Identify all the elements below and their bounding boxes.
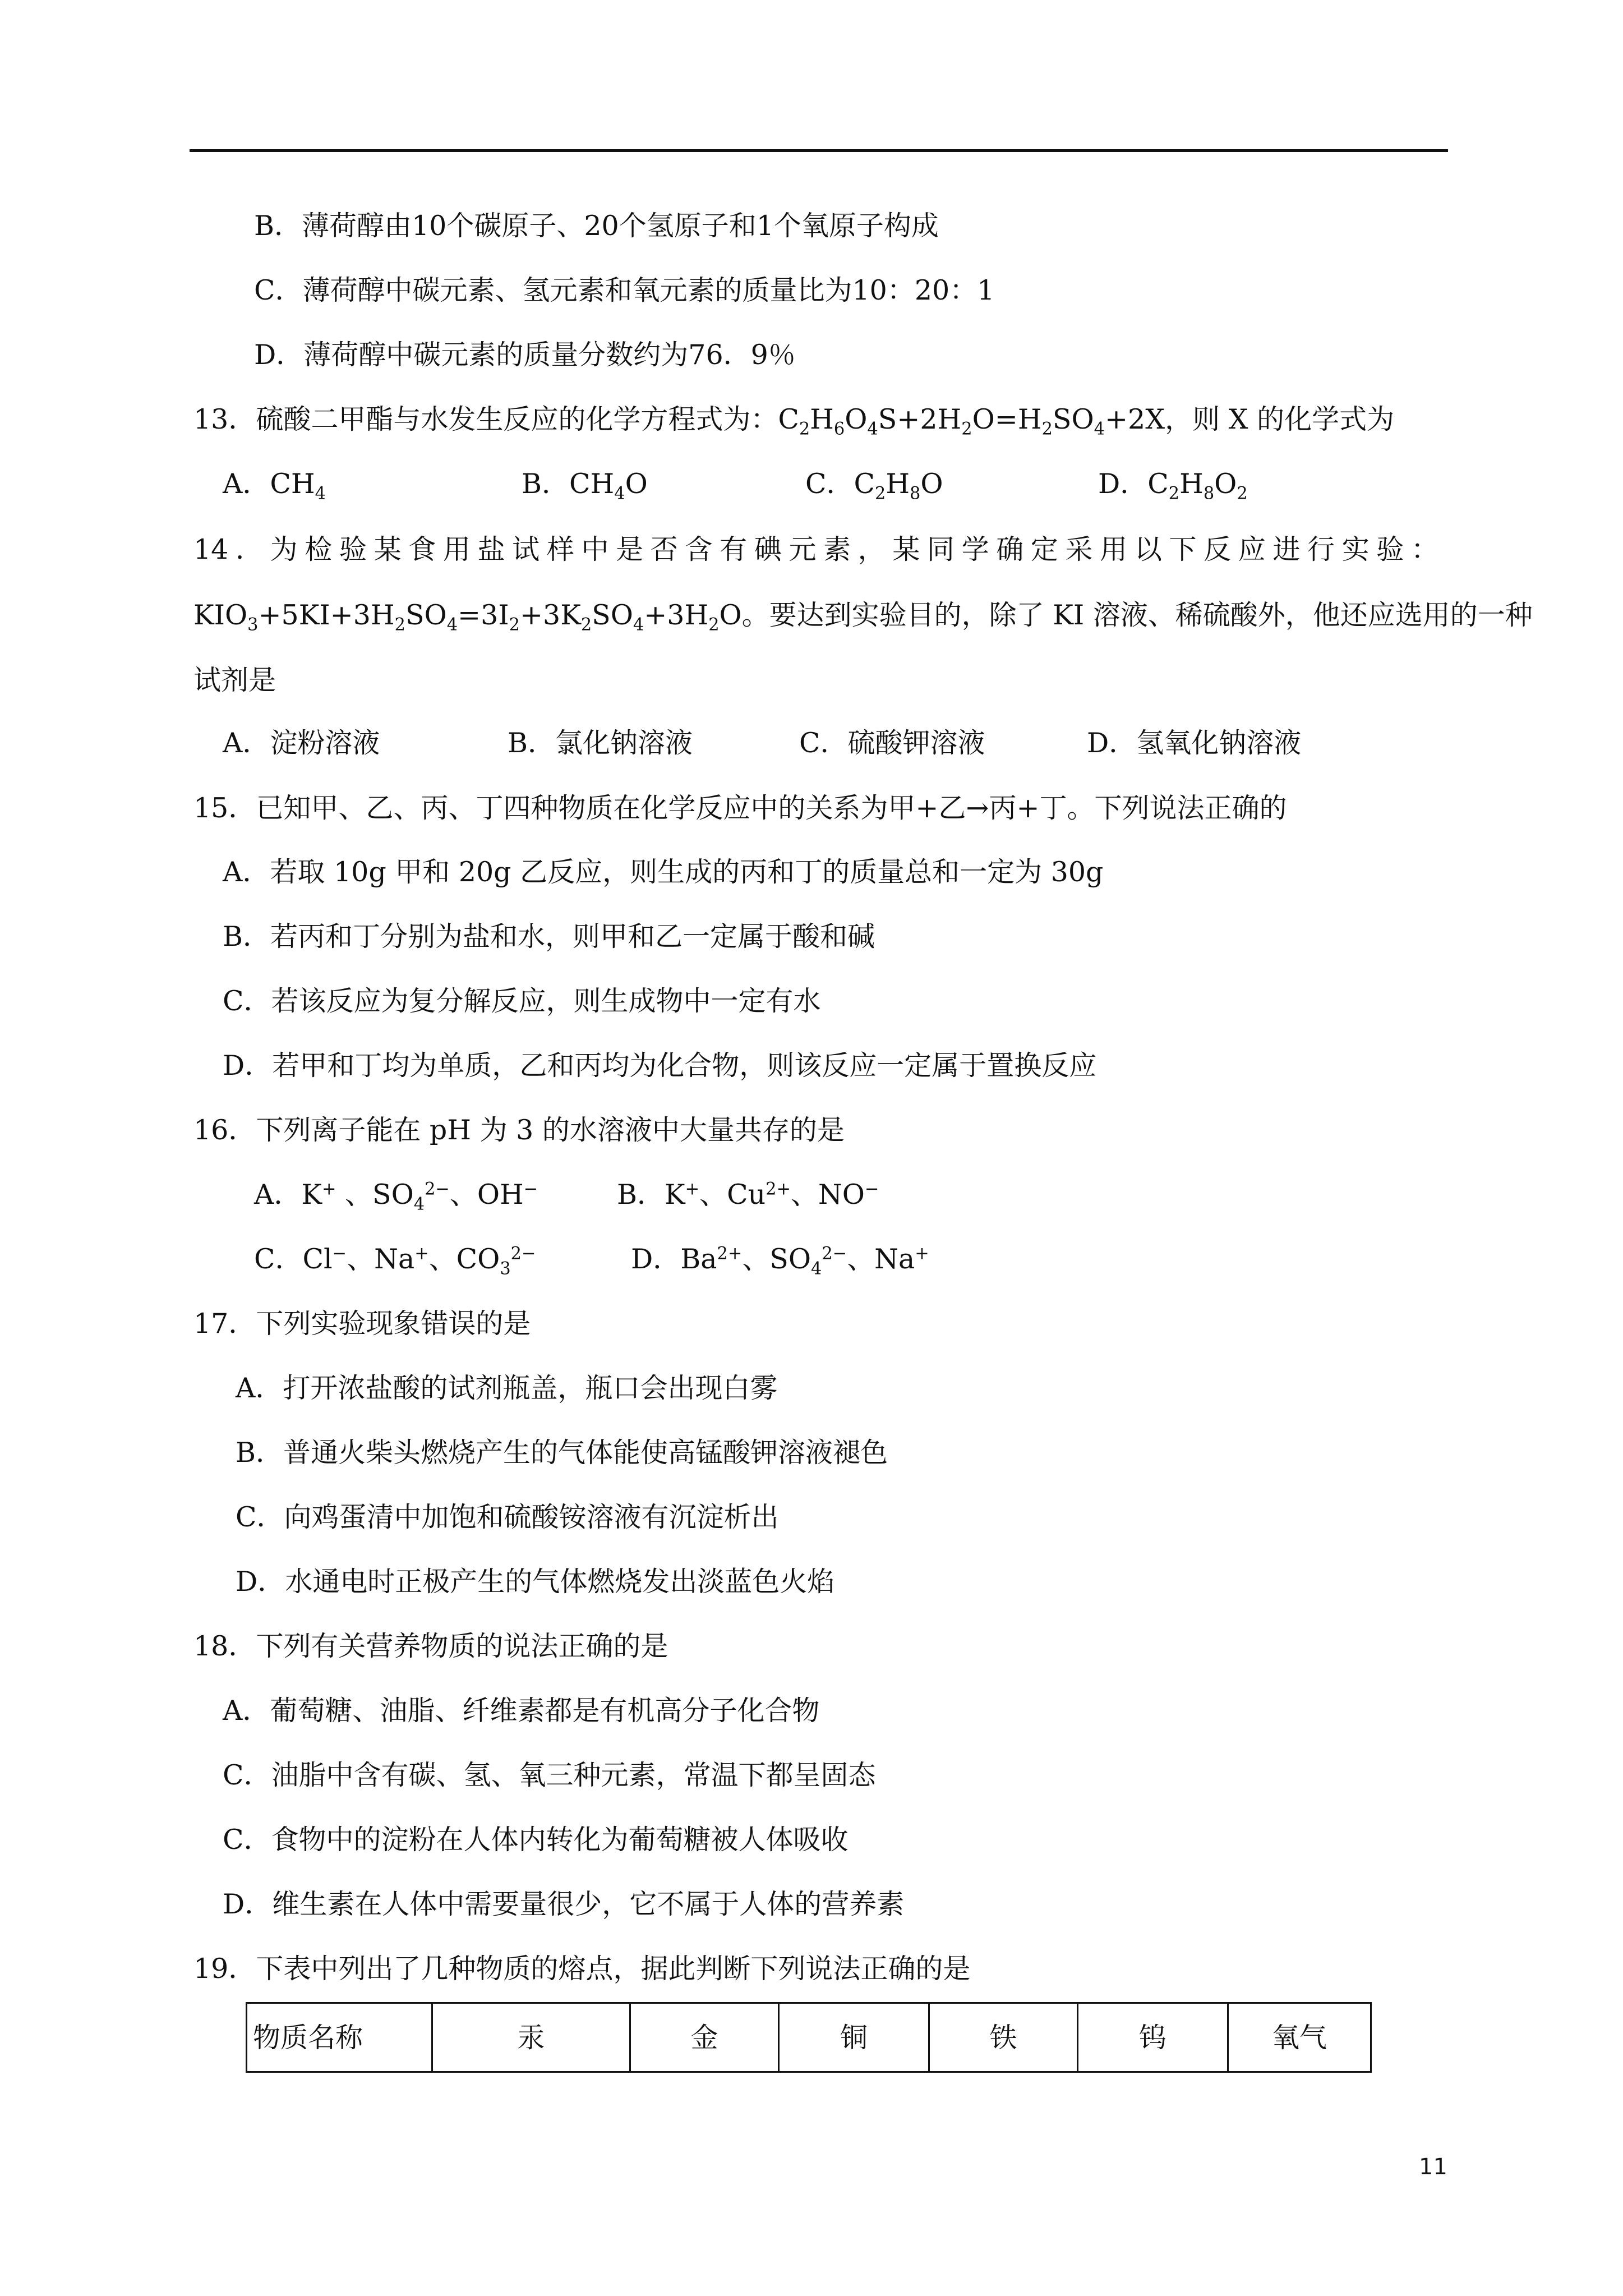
- q15-stem: 15．已知甲、乙、丙、丁四种物质在化学反应中的关系为甲+乙→丙+丁。下列说法正确的: [193, 792, 1287, 824]
- q12-option-d: D．薄荷醇中碳元素的质量分数约为76．9％: [254, 339, 796, 371]
- page-number: 11: [1419, 2154, 1447, 2180]
- reaction-arrow-icon: →: [966, 792, 989, 824]
- q16-option-a: A．K+ 、$SO_4^{2-}$、OH−: [254, 1179, 538, 1214]
- table-cell: 铁: [929, 2003, 1078, 2072]
- q17-option-a: A．打开浓盐酸的试剂瓶盖，瓶口会出现白雾: [236, 1372, 778, 1404]
- table-cell: 氧气: [1228, 2003, 1371, 2072]
- q17-stem: 17．下列实验现象错误的是: [193, 1308, 531, 1340]
- q13-option-c: C．$C_2H_8O$: [805, 468, 943, 504]
- table-cell: 汞: [432, 2003, 630, 2072]
- q18-option-c-first: C．油脂中含有碳、氢、氧三种元素，常温下都呈固态: [223, 1759, 876, 1791]
- q18-option-d: D．维生素在人体中需要量很少，它不属于人体的营养素: [223, 1888, 905, 1920]
- q14-stem-line1: 14．为检验某食用盐试样中是否含有碘元素，某同学确定采用以下反应进行实验：: [193, 533, 1438, 565]
- table-cell: 钨: [1078, 2003, 1228, 2072]
- q13-option-d: D．$C_2H_8O_2$: [1098, 468, 1248, 504]
- table-cell: 金: [630, 2003, 779, 2072]
- q14-option-d: D．氢氧化钠溶液: [1087, 727, 1302, 759]
- q17-option-b: B．普通火柴头燃烧产生的气体能使高锰酸钾溶液褪色: [236, 1437, 888, 1469]
- q13-stem: 13．硫酸二甲酯与水发生反应的化学方程式为：$C_2H_6O_4S+2H_2O=H_2SO_4+2X$，则 X 的化学式为: [193, 403, 1395, 439]
- q12-option-c: C．薄荷醇中碳元素、氢元素和氧元素的质量比为10：20：1: [254, 274, 995, 306]
- q14-stem-line2: $KIO_3+5KI+3H_2SO_4=3I_2+3K_2SO_4+3H_2O$。要达到实验目的，除了 KI 溶液、稀硫酸外，他还应选用的一种: [193, 599, 1533, 635]
- table-cell-header: 物质名称: [247, 2003, 432, 2072]
- q18-option-a: A．葡萄糖、油脂、纤维素都是有机高分子化合物: [223, 1695, 820, 1727]
- q15-option-a: A．若取 10g 甲和 20g 乙反应，则生成的丙和丁的质量总和一定为 30g: [223, 856, 1104, 888]
- q14-option-c: C．硫酸钾溶液: [799, 727, 985, 759]
- q12-option-b: B．薄荷醇由10个碳原子、20个氢原子和1个氧原子构成: [254, 210, 939, 242]
- q16-stem: 16．下列离子能在 pH 为 3 的水溶液中大量共存的是: [193, 1114, 845, 1146]
- q18-stem: 18．下列有关营养物质的说法正确的是: [193, 1630, 668, 1662]
- q16-option-c: C．Cl−、Na+、$CO_3^{2-}$: [254, 1243, 536, 1279]
- q14-option-a: A．淀粉溶液: [223, 727, 380, 759]
- melting-point-table: [246, 2002, 1372, 2073]
- q18-option-c-second: C．食物中的淀粉在人体内转化为葡萄糖被人体吸收: [223, 1824, 849, 1856]
- q15-option-d: D．若甲和丁均为单质，乙和丙均为化合物，则该反应一定属于置换反应: [223, 1050, 1097, 1082]
- q17-option-d: D．水通电时正极产生的气体燃烧发出淡蓝色火焰: [236, 1566, 835, 1598]
- table-cell: 铜: [779, 2003, 929, 2072]
- table-row: [247, 2003, 1371, 2072]
- q16-option-b: B．K+、$Cu^{2+}$、NO−: [617, 1179, 879, 1211]
- header-rule: [190, 149, 1448, 152]
- q16-option-d: D．$Ba^{2+}$、$SO_4^{2-}$、Na+: [631, 1243, 929, 1279]
- q15-option-b: B．若丙和丁分别为盐和水，则甲和乙一定属于酸和碱: [223, 921, 875, 953]
- q17-option-c: C．向鸡蛋清中加饱和硫酸铵溶液有沉淀析出: [236, 1501, 779, 1533]
- q15-option-c: C．若该反应为复分解反应，则生成物中一定有水: [223, 985, 821, 1017]
- q13-option-a: A．$CH_4$: [223, 468, 326, 504]
- q14-stem-line3: 试剂是: [193, 664, 276, 696]
- q19-stem: 19．下表中列出了几种物质的熔点，据此判断下列说法正确的是: [193, 1953, 971, 1985]
- q14-option-b: B．氯化钠溶液: [508, 727, 693, 759]
- q13-option-b: B．$CH_4O$: [522, 468, 648, 504]
